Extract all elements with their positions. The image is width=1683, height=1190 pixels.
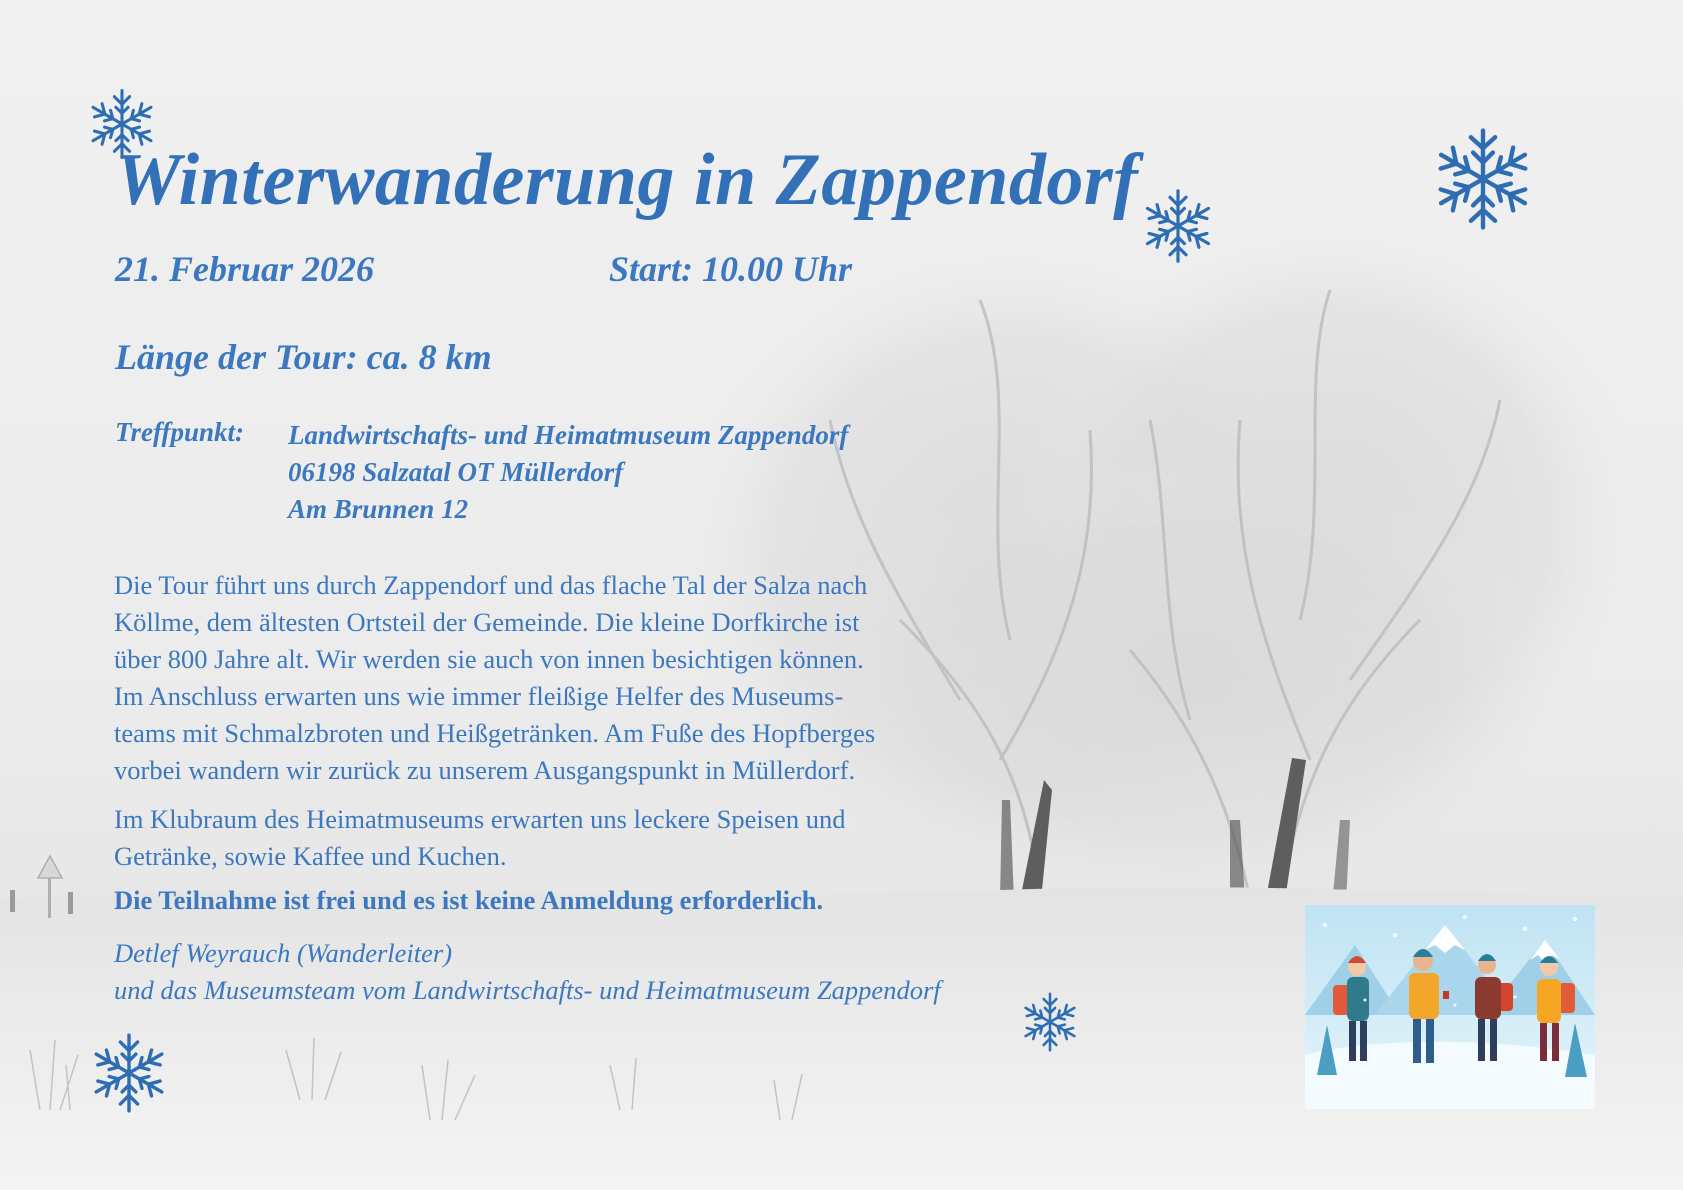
text-line: teams mit Schmalzbroten und Heißgetränken. Am Fuße des Hopfberges [114, 718, 876, 748]
address-line: Am Brunnen 12 [288, 494, 469, 524]
tour-length: Länge der Tour: ca. 8 km [115, 337, 492, 377]
description-paragraph [114, 567, 934, 789]
page-title: Winterwanderung in Zappendorf [115, 139, 1139, 221]
description-paragraph [114, 801, 934, 875]
address-line: Landwirtschafts- und Heimatmuseum Zappendorf [288, 420, 849, 450]
text-line: Getränke, sowie Kaffee und Kuchen. [114, 841, 507, 871]
start-time: Start: 10.00 Uhr [609, 249, 853, 289]
text-line: Im Klubraum des Heimatmuseums erwarten uns leckere Speisen und [114, 804, 846, 834]
signature [114, 935, 941, 1009]
signature-line: und das Museumsteam vom Landwirtschafts- und Heimatmuseum Zappendorf [114, 975, 941, 1005]
meeting-point-label: Treffpunkt: [115, 417, 245, 447]
address-line: 06198 Salzatal OT Müllerdorf [288, 457, 624, 487]
text-line: Die Tour führt uns durch Zappendorf und das flache Tal der Salza nach [114, 570, 868, 600]
event-date: 21. Februar 2026 [115, 249, 375, 289]
text-line: Köllme, dem ältesten Ortsteil der Gemeinde. Die kleine Dorfkirche ist [114, 607, 860, 637]
tour-description [114, 567, 934, 875]
participation-notice: Die Teilnahme ist frei und es ist keine Anmeldung erforderlich. [114, 885, 824, 915]
signature-line: Detlef Weyrauch (Wanderleiter) [114, 938, 453, 968]
text-line: vorbei wandern wir zurück zu unserem Ausgangspunkt in Müllerdorf. [114, 755, 856, 785]
text-line: Im Anschluss erwarten uns wie immer fleißige Helfer des Museums- [114, 681, 844, 711]
text-line: über 800 Jahre alt. Wir werden sie auch von innen besichtigen können. [114, 644, 864, 674]
meeting-point-address [288, 417, 848, 528]
